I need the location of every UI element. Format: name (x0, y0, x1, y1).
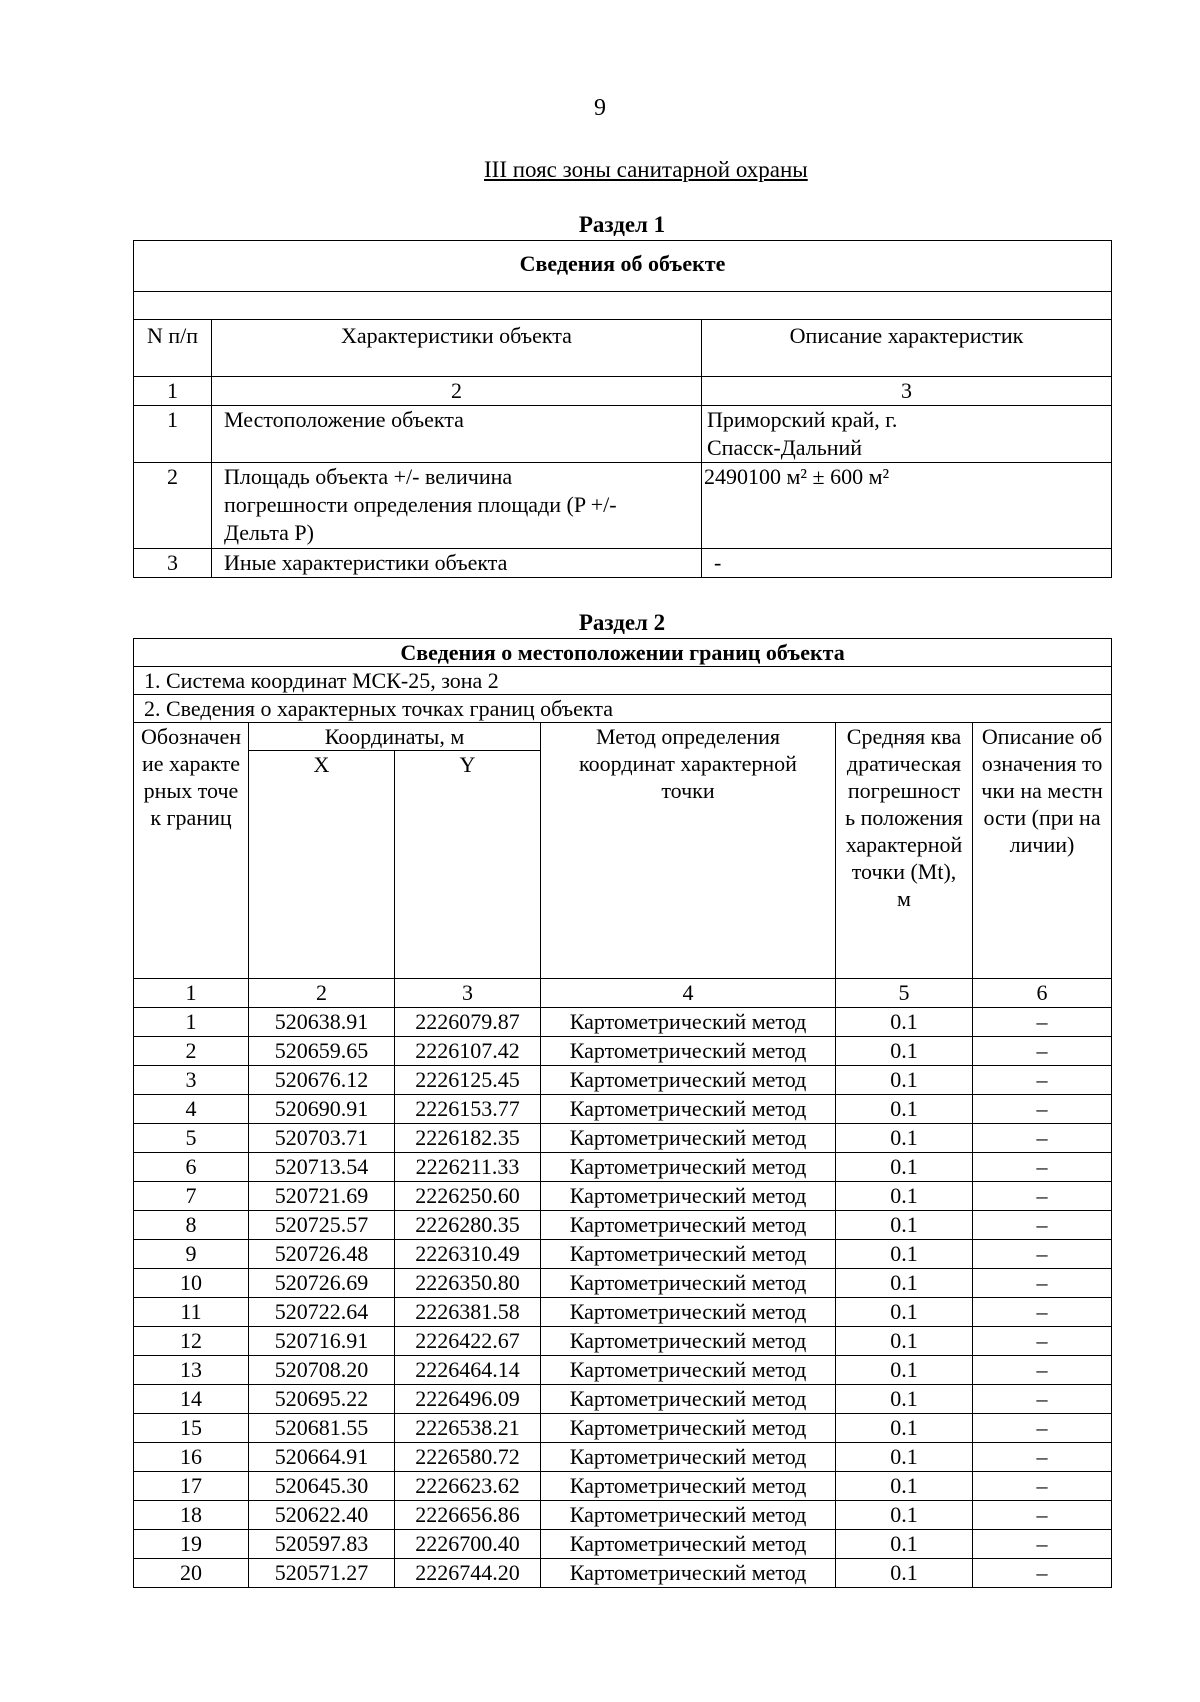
point-mt: 0.1 (836, 1008, 973, 1037)
section2-header: Сведения о местоположении границ объекта (134, 639, 1112, 667)
point-desc: – (973, 1501, 1112, 1530)
col-y-header: Y (395, 751, 541, 979)
point-y: 2226079.87 (395, 1008, 541, 1037)
section1-header: Сведения об объекте (134, 241, 1112, 292)
point-y: 2226496.09 (395, 1385, 541, 1414)
point-x: 520726.69 (249, 1269, 395, 1298)
row-value: 2490100 м² ± 600 м² (702, 463, 1112, 549)
point-desc: – (973, 1443, 1112, 1472)
point-x: 520676.12 (249, 1066, 395, 1095)
point-y: 2226182.35 (395, 1124, 541, 1153)
point-desc: – (973, 1472, 1112, 1501)
point-number: 18 (134, 1501, 249, 1530)
point-method: Картометрический метод (541, 1501, 836, 1530)
point-method: Картометрический метод (541, 1559, 836, 1588)
table-row (134, 1008, 1112, 1037)
point-y: 2226580.72 (395, 1443, 541, 1472)
point-number: 7 (134, 1182, 249, 1211)
point-y: 2226700.40 (395, 1530, 541, 1559)
col-number: 1 (134, 979, 249, 1008)
col-number: 3 (702, 377, 1112, 406)
col-number: 2 (249, 979, 395, 1008)
col-method-header: Метод определения координат характерной точки (541, 723, 836, 979)
point-y: 2226464.14 (395, 1356, 541, 1385)
point-x: 520622.40 (249, 1501, 395, 1530)
point-y: 2226211.33 (395, 1153, 541, 1182)
section1-spacer-row (134, 292, 1112, 320)
point-desc: – (973, 1008, 1112, 1037)
point-desc: – (973, 1385, 1112, 1414)
point-y: 2226250.60 (395, 1182, 541, 1211)
point-number: 19 (134, 1530, 249, 1559)
point-desc: – (973, 1530, 1112, 1559)
table-row (134, 1153, 1112, 1182)
row-name: Местоположение объекта (212, 406, 702, 463)
point-method: Картометрический метод (541, 1414, 836, 1443)
zone-title: III пояс зоны санитарной охраны (484, 157, 808, 182)
table-row (134, 1356, 1112, 1385)
section2-title: Раздел 2 (578, 610, 666, 635)
point-number: 6 (134, 1153, 249, 1182)
point-number: 8 (134, 1211, 249, 1240)
point-desc: – (973, 1095, 1112, 1124)
col-n-header: N п/п (134, 320, 212, 377)
point-number: 3 (134, 1066, 249, 1095)
point-y: 2226310.49 (395, 1240, 541, 1269)
point-x: 520645.30 (249, 1472, 395, 1501)
point-y: 2226744.20 (395, 1559, 541, 1588)
table-row (134, 1472, 1112, 1501)
point-y: 2226125.45 (395, 1066, 541, 1095)
point-x: 520571.27 (249, 1559, 395, 1588)
col-x-header: X (249, 751, 395, 979)
point-x: 520638.91 (249, 1008, 395, 1037)
table-row (134, 1414, 1112, 1443)
point-method: Картометрический метод (541, 1124, 836, 1153)
point-y: 2226623.62 (395, 1472, 541, 1501)
point-y: 2226153.77 (395, 1095, 541, 1124)
col-coords-header: Координаты, м (249, 723, 541, 751)
table-row (134, 1327, 1112, 1356)
row-value: - (702, 549, 1112, 578)
point-y: 2226538.21 (395, 1414, 541, 1443)
point-mt: 0.1 (836, 1327, 973, 1356)
point-method: Картометрический метод (541, 1153, 836, 1182)
col-number: 5 (836, 979, 973, 1008)
point-number: 16 (134, 1443, 249, 1472)
point-number: 13 (134, 1356, 249, 1385)
point-mt: 0.1 (836, 1385, 973, 1414)
point-x: 520721.69 (249, 1182, 395, 1211)
point-x: 520722.64 (249, 1298, 395, 1327)
point-x: 520659.65 (249, 1037, 395, 1066)
point-method: Картометрический метод (541, 1095, 836, 1124)
point-method: Картометрический метод (541, 1443, 836, 1472)
page-number: 9 (594, 95, 606, 121)
point-desc: – (973, 1269, 1112, 1298)
point-x: 520597.83 (249, 1530, 395, 1559)
point-desc: – (973, 1559, 1112, 1588)
table-row (134, 1037, 1112, 1066)
point-desc: – (973, 1240, 1112, 1269)
col-number: 4 (541, 979, 836, 1008)
point-number: 2 (134, 1037, 249, 1066)
point-mt: 0.1 (836, 1211, 973, 1240)
point-number: 11 (134, 1298, 249, 1327)
row-name: Площадь объекта +/- величина погрешности определения площади (P +/- Дельта P) (212, 463, 702, 549)
table-row (134, 1501, 1112, 1530)
coord-system: 1. Система координат МСК-25, зона 2 (134, 667, 1112, 695)
point-desc: – (973, 1124, 1112, 1153)
point-x: 520726.48 (249, 1240, 395, 1269)
col-number: 6 (973, 979, 1112, 1008)
point-desc: – (973, 1211, 1112, 1240)
point-method: Картометрический метод (541, 1211, 836, 1240)
point-mt: 0.1 (836, 1066, 973, 1095)
point-method: Картометрический метод (541, 1066, 836, 1095)
col-characteristics-header: Характеристики объекта (212, 320, 702, 377)
point-number: 12 (134, 1327, 249, 1356)
point-mt: 0.1 (836, 1153, 973, 1182)
section2-table (133, 638, 1112, 1588)
row-n: 3 (134, 549, 212, 578)
point-number: 5 (134, 1124, 249, 1153)
table-row (134, 1385, 1112, 1414)
point-y: 2226381.58 (395, 1298, 541, 1327)
point-x: 520664.91 (249, 1443, 395, 1472)
point-desc: – (973, 1153, 1112, 1182)
point-x: 520681.55 (249, 1414, 395, 1443)
point-method: Картометрический метод (541, 1327, 836, 1356)
point-number: 20 (134, 1559, 249, 1588)
point-method: Картометрический метод (541, 1037, 836, 1066)
point-desc: – (973, 1182, 1112, 1211)
point-method: Картометрический метод (541, 1298, 836, 1327)
col-number: 2 (212, 377, 702, 406)
point-desc: – (973, 1414, 1112, 1443)
point-number: 17 (134, 1472, 249, 1501)
point-mt: 0.1 (836, 1559, 973, 1588)
point-x: 520695.22 (249, 1385, 395, 1414)
point-mt: 0.1 (836, 1472, 973, 1501)
point-y: 2226422.67 (395, 1327, 541, 1356)
point-number: 1 (134, 1008, 249, 1037)
point-desc: – (973, 1037, 1112, 1066)
col-error-header: Средняя квадратическая погрешность положения характерной точки (Mt), м (836, 723, 973, 979)
table-row (134, 1269, 1112, 1298)
point-mt: 0.1 (836, 1182, 973, 1211)
table-row (134, 1530, 1112, 1559)
point-desc: – (973, 1298, 1112, 1327)
point-method: Картометрический метод (541, 1240, 836, 1269)
points-body (134, 1008, 1112, 1588)
point-mt: 0.1 (836, 1356, 973, 1385)
point-y: 2226656.86 (395, 1501, 541, 1530)
col-number: 3 (395, 979, 541, 1008)
table-row (134, 1443, 1112, 1472)
point-number: 14 (134, 1385, 249, 1414)
point-x: 520716.91 (249, 1327, 395, 1356)
table-row (134, 1559, 1112, 1588)
point-method: Картометрический метод (541, 1269, 836, 1298)
col-point-header: Обозначение характерных точек границ (134, 723, 249, 979)
table-row (134, 1211, 1112, 1240)
point-mt: 0.1 (836, 1530, 973, 1559)
point-y: 2226350.80 (395, 1269, 541, 1298)
points-header: 2. Сведения о характерных точках границ объекта (134, 695, 1112, 723)
point-number: 15 (134, 1414, 249, 1443)
table-row (134, 1124, 1112, 1153)
row-value: Приморский край, г. Спасск-Дальний (702, 406, 1112, 463)
point-mt: 0.1 (836, 1269, 973, 1298)
point-mt: 0.1 (836, 1095, 973, 1124)
table-row (134, 1182, 1112, 1211)
point-method: Картометрический метод (541, 1008, 836, 1037)
table-row (134, 1095, 1112, 1124)
col-desc-header: Описание обозначения точки на местности (при наличии) (973, 723, 1112, 979)
point-method: Картометрический метод (541, 1530, 836, 1559)
point-y: 2226280.35 (395, 1211, 541, 1240)
point-method: Картометрический метод (541, 1182, 836, 1211)
row-name: Иные характеристики объекта (212, 549, 702, 578)
section1-table (133, 240, 1112, 578)
col-description-header: Описание характеристик (702, 320, 1112, 377)
point-method: Картометрический метод (541, 1472, 836, 1501)
table-row (134, 1298, 1112, 1327)
point-mt: 0.1 (836, 1501, 973, 1530)
point-desc: – (973, 1327, 1112, 1356)
point-mt: 0.1 (836, 1240, 973, 1269)
point-method: Картометрический метод (541, 1385, 836, 1414)
table-row (134, 1240, 1112, 1269)
point-method: Картометрический метод (541, 1356, 836, 1385)
point-mt: 0.1 (836, 1298, 973, 1327)
point-mt: 0.1 (836, 1443, 973, 1472)
point-mt: 0.1 (836, 1414, 973, 1443)
point-desc: – (973, 1066, 1112, 1095)
point-x: 520690.91 (249, 1095, 395, 1124)
point-x: 520725.57 (249, 1211, 395, 1240)
row-n: 2 (134, 463, 212, 549)
point-number: 9 (134, 1240, 249, 1269)
section1-title: Раздел 1 (578, 212, 666, 237)
table-row (134, 1066, 1112, 1095)
point-number: 4 (134, 1095, 249, 1124)
col-number: 1 (134, 377, 212, 406)
point-x: 520703.71 (249, 1124, 395, 1153)
point-number: 10 (134, 1269, 249, 1298)
point-x: 520713.54 (249, 1153, 395, 1182)
point-x: 520708.20 (249, 1356, 395, 1385)
point-mt: 0.1 (836, 1037, 973, 1066)
point-y: 2226107.42 (395, 1037, 541, 1066)
point-mt: 0.1 (836, 1124, 973, 1153)
point-desc: – (973, 1356, 1112, 1385)
row-n: 1 (134, 406, 212, 463)
